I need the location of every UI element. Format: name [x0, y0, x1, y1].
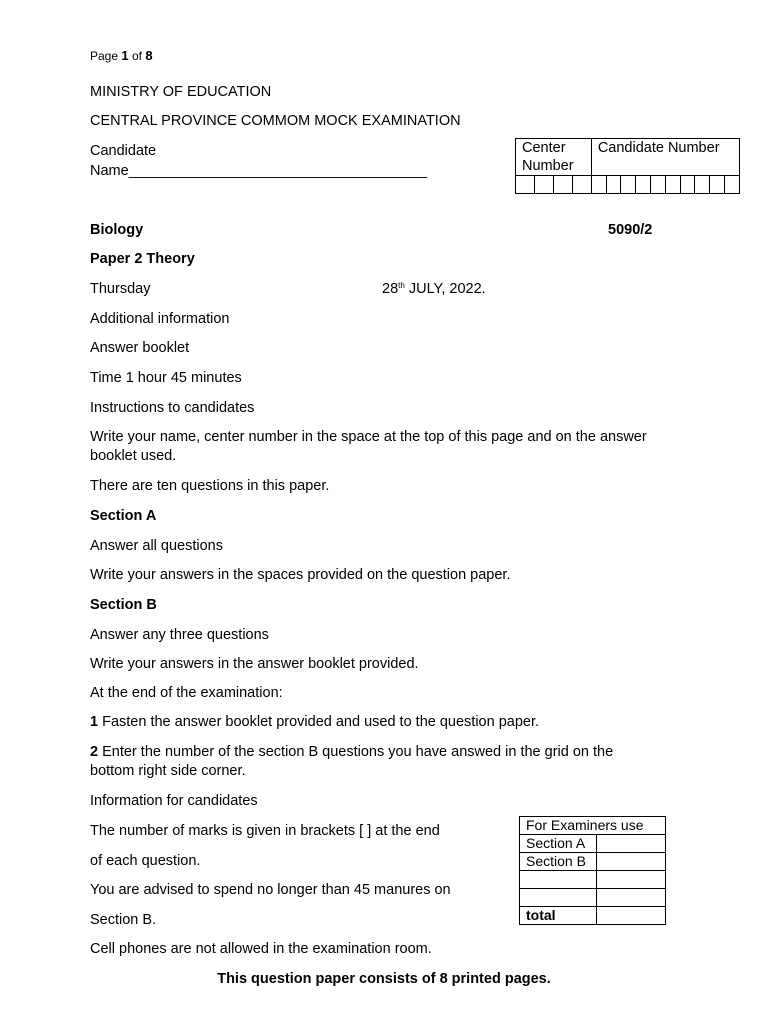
- grid-cell[interactable]: [553, 176, 572, 194]
- info-line-1: The number of marks is given in brackets [ ] at the end: [90, 823, 440, 839]
- section-b-score-cell[interactable]: [597, 853, 666, 871]
- grid-cell[interactable]: [710, 176, 725, 194]
- examiners-section-a-label: Section A: [520, 835, 597, 853]
- blank-score-cell[interactable]: [597, 871, 666, 889]
- instruction-write-name: Write your name, center number in the space at the top of this page and on the answer booklet used.: [90, 429, 647, 464]
- end-instruction-2-text: Enter the number of the section B questions you have answed in the grid on the bottom right side corner.: [90, 744, 614, 779]
- exam-title: CENTRAL PROVINCE COMMOM MOCK EXAMINATION: [90, 113, 461, 129]
- examiners-total-label: total: [520, 907, 597, 925]
- answer-booklet-label: Answer booklet: [90, 340, 190, 356]
- blank-score-cell[interactable]: [597, 889, 666, 907]
- page-word: Page: [90, 49, 119, 63]
- exam-date: [382, 280, 486, 298]
- candidate-name-line: Name_____________________________________: [90, 163, 428, 179]
- section-a-heading: Section A: [90, 508, 157, 524]
- grid-cell[interactable]: [516, 176, 535, 194]
- grid-cell[interactable]: [591, 176, 606, 194]
- candidate-number-header: Candidate Number: [591, 139, 739, 176]
- information-heading: Information for candidates: [90, 793, 258, 809]
- number-grid-row: [516, 176, 740, 194]
- ministry-heading: MINISTRY OF EDUCATION: [90, 84, 272, 100]
- end-instruction-2-number: 2: [90, 744, 99, 760]
- grid-cell[interactable]: [665, 176, 680, 194]
- additional-info-label: Additional information: [90, 311, 230, 327]
- end-instruction-1: [90, 713, 539, 731]
- of-word: of: [131, 49, 142, 63]
- section-b-heading: Section B: [90, 597, 157, 613]
- info-line-3: You are advised to spend no longer than 45 manures on: [90, 882, 451, 898]
- instructions-heading: Instructions to candidates: [90, 400, 255, 416]
- candidate-label: Candidate: [90, 143, 157, 159]
- info-line-4: Section B.: [90, 912, 157, 928]
- date-day: 28: [382, 281, 399, 297]
- section-b-instruction-2: Write your answers in the answer booklet provided.: [90, 656, 419, 672]
- instruction-ten-questions: There are ten questions in this paper.: [90, 478, 330, 494]
- grid-cell[interactable]: [572, 176, 591, 194]
- info-line-2: of each question.: [90, 853, 201, 869]
- end-of-exam-heading: At the end of the examination:: [90, 685, 283, 701]
- section-a-instruction-2: Write your answers in the spaces provided on the question paper.: [90, 567, 511, 583]
- grid-cell[interactable]: [724, 176, 739, 194]
- grid-cell[interactable]: [636, 176, 651, 194]
- subject-title: Biology: [90, 222, 144, 238]
- grid-cell[interactable]: [695, 176, 710, 194]
- center-label: Center: [522, 140, 566, 156]
- examiners-section-b-label: Section B: [520, 853, 597, 871]
- examiners-blank-label: [520, 889, 597, 907]
- date-suffix: th: [398, 281, 405, 290]
- grid-cell[interactable]: [651, 176, 666, 194]
- grid-cell[interactable]: [621, 176, 636, 194]
- grid-cell[interactable]: [534, 176, 553, 194]
- footer-page-count: This question paper consists of 8 printed pages.: [217, 971, 551, 987]
- end-instruction-1-text: Fasten the answer booklet provided and used to the question paper.: [98, 714, 540, 730]
- section-a-instruction-1: Answer all questions: [90, 538, 223, 554]
- end-instruction-1-number: 1: [90, 714, 99, 730]
- page-current: 1: [121, 48, 129, 63]
- paper-title: Paper 2 Theory: [90, 251, 195, 267]
- number-label: Number: [522, 158, 574, 174]
- paper-code: 5090/2: [608, 222, 653, 238]
- date-month-year: JULY, 2022.: [404, 281, 486, 297]
- section-b-instruction-1: Answer any three questions: [90, 627, 269, 643]
- examiners-use-table: [519, 816, 666, 925]
- grid-cell[interactable]: [680, 176, 695, 194]
- time-allowed: Time 1 hour 45 minutes: [90, 370, 242, 386]
- candidate-number-box: [515, 138, 740, 194]
- page-total: 8: [145, 48, 153, 63]
- total-score-cell[interactable]: [597, 907, 666, 925]
- end-instruction-2: [90, 743, 650, 781]
- section-a-score-cell[interactable]: [597, 835, 666, 853]
- page-number-header: [90, 47, 153, 65]
- examiners-blank-label: [520, 871, 597, 889]
- info-line-5: Cell phones are not allowed in the examination room.: [90, 941, 432, 957]
- exam-day: Thursday: [90, 281, 151, 297]
- examiners-table-title: For Examiners use: [520, 817, 666, 835]
- center-number-header: [516, 139, 592, 176]
- grid-cell[interactable]: [606, 176, 621, 194]
